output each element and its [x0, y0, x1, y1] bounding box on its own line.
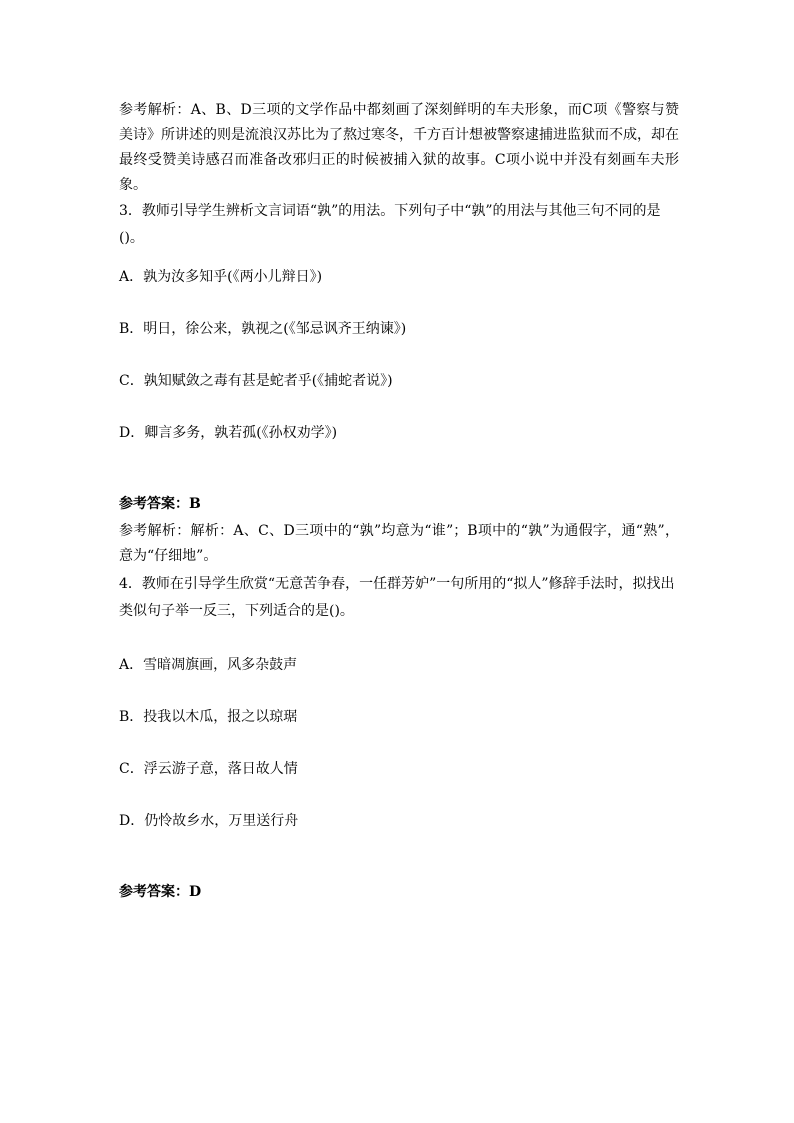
q3-answer: 参考答案：B: [119, 496, 201, 512]
q3-option-b: B．明日，徐公来，孰视之(《邹忌讽齐王纳谏》): [119, 321, 407, 337]
q2-analysis: 参考解析：A、B、D三项的文学作品中都刻画了深刻鲜明的车夫形象，而C项《警察与赞美诗》所讲述的则是流浪汉苏比为了熬过寒冬，千方百计想被警察逮捕进监狱而不成，却在最终受赞美诗感召而准备改邪归正的时候被捕入狱的故事。C项小说中并没有刻画车夫形象。: [119, 102, 679, 193]
q3-option-a: A．孰为汝多知乎(《两小儿辩日》): [119, 269, 323, 285]
document-page: [119, 98, 679, 903]
q4-option-a: A．雪暗凋旗画，风多杂鼓声: [119, 657, 298, 673]
q4-option-c: C．浮云游子意，落日故人情: [119, 761, 298, 777]
q4-stem: 4．教师在引导学生欣赏“无意苦争春，一任群芳妒”一句所用的“拟人”修辞手法时，拟找出类似句子举一反三，下列适合的是()。: [119, 576, 675, 619]
q4-answer: 参考答案：D: [119, 884, 202, 900]
q3-stem: 3．教师引导学生辨析文言词语“孰”的用法。下列句子中“孰”的用法与其他三句不同的是()。: [119, 203, 661, 246]
q4-option-d: D．仍怜故乡水，万里送行舟: [119, 813, 299, 829]
q4-option-b: B．投我以木瓜，报之以琼琚: [119, 709, 298, 725]
q3-option-c: C．孰知赋敛之毒有甚是蛇者乎(《捕蛇者说》): [119, 373, 393, 389]
q3-analysis: 参考解析：解析：A、C、D三项中的“孰”均意为“谁”；B项中的“孰”为通假字，通“熟”，意为“仔细地”。: [119, 523, 679, 564]
q3-option-d: D．卿言多务，孰若孤(《孙权劝学》): [119, 425, 338, 441]
